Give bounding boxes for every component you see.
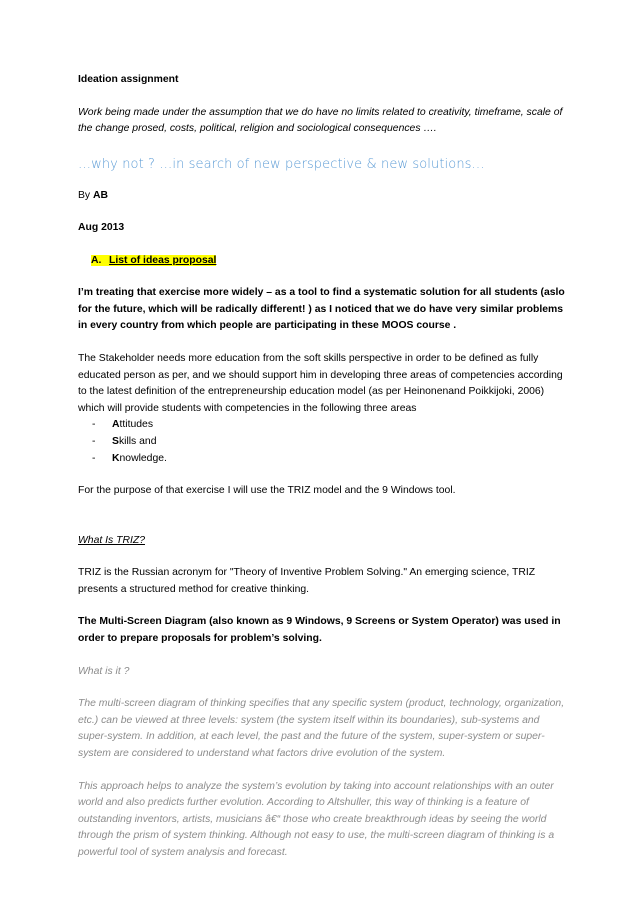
section-title: List of ideas proposal bbox=[109, 254, 217, 266]
document-body bbox=[78, 72, 568, 862]
list-item bbox=[92, 451, 568, 468]
list-item bbox=[92, 417, 568, 434]
list-item bbox=[92, 434, 568, 451]
triz-heading: What Is TRIZ? bbox=[78, 534, 145, 546]
section-heading bbox=[78, 253, 568, 270]
section-letter: A. bbox=[91, 254, 102, 266]
list-dash: - bbox=[92, 419, 96, 431]
list-initial: K bbox=[112, 452, 120, 464]
multiscreen-description-1: The multi-screen diagram of thinking specifies that any specific system (product, technology, organization, etc.) can be viewed at three levels: system (the system itself within its boundaries), sub-systems and super-system. In addition, at each level, the past and the future of the system, super-system or super-system are considered to understand what factors drive evolution of the system. bbox=[78, 698, 565, 760]
list-initial: S bbox=[112, 435, 119, 447]
multiscreen-paragraph: The Multi-Screen Diagram (also known as 9 Windows, 9 Screens or System Operator) was used in order to prepare proposals for problem’s solving. bbox=[78, 616, 561, 645]
stakeholder-paragraph: The Stakeholder needs more education from the soft skills perspective in order to be defined as fully educated person as per, and we should support him in developing three areas of competencies according to the latest definition of the entrepreneurship education model (as per Heinonenand Poikkijoki, 2006) which will provide students with competencies in the following three areas bbox=[78, 352, 563, 414]
purpose-paragraph: For the purpose of that exercise I will use the TRIZ model and the 9 Windows tool. bbox=[78, 485, 456, 497]
author-line bbox=[78, 188, 568, 205]
by-prefix: By bbox=[78, 190, 94, 202]
list-rest: ttitudes bbox=[119, 419, 154, 431]
document-date: Aug 2013 bbox=[78, 221, 125, 233]
list-initial: A bbox=[112, 419, 120, 431]
list-rest: nowledge. bbox=[119, 452, 167, 464]
intro-paragraph: I’m treating that exercise more widely – as a tool to find a systematic solution for all students (aslo for the future, which will be radically different! ) as I noticed that we do have very similar problems in every country from which people are participating in these MOOS course . bbox=[78, 287, 565, 332]
triz-definition: TRIZ is the Russian acronym for "Theory of Inventive Problem Solving." An emerging science, TRIZ presents a structured method for creative thinking. bbox=[78, 567, 536, 595]
tagline: …why not ? …in search of new perspective & new solutions… bbox=[78, 156, 485, 172]
list-dash: - bbox=[92, 435, 96, 447]
list-rest: kills and bbox=[118, 435, 157, 447]
document-title: Ideation assignment bbox=[78, 74, 179, 85]
multiscreen-description-2: This approach helps to analyze the system’s evolution by taking into account relationships with an outer world and also predicts further evolution. According to Altshuller, this way of thinking is a feature of outstanding inventors, artists, musicians â€“ those who create breakthrough ideas by seeing the world through the prism of system thinking. Although not easy to use, the multi-screen diagram of thinking is a powerful tool of system analysis and forecast. bbox=[78, 780, 555, 858]
list-dash: - bbox=[92, 452, 96, 464]
competency-list bbox=[92, 417, 568, 467]
author-name: AB bbox=[93, 190, 109, 202]
assumption-text: Work being made under the assumption that we do have no limits related to creativity, timeframe, scale of the change prosed, costs, political, religion and sociological consequences …. bbox=[78, 106, 563, 135]
what-is-it-heading: What is it ? bbox=[78, 665, 130, 677]
